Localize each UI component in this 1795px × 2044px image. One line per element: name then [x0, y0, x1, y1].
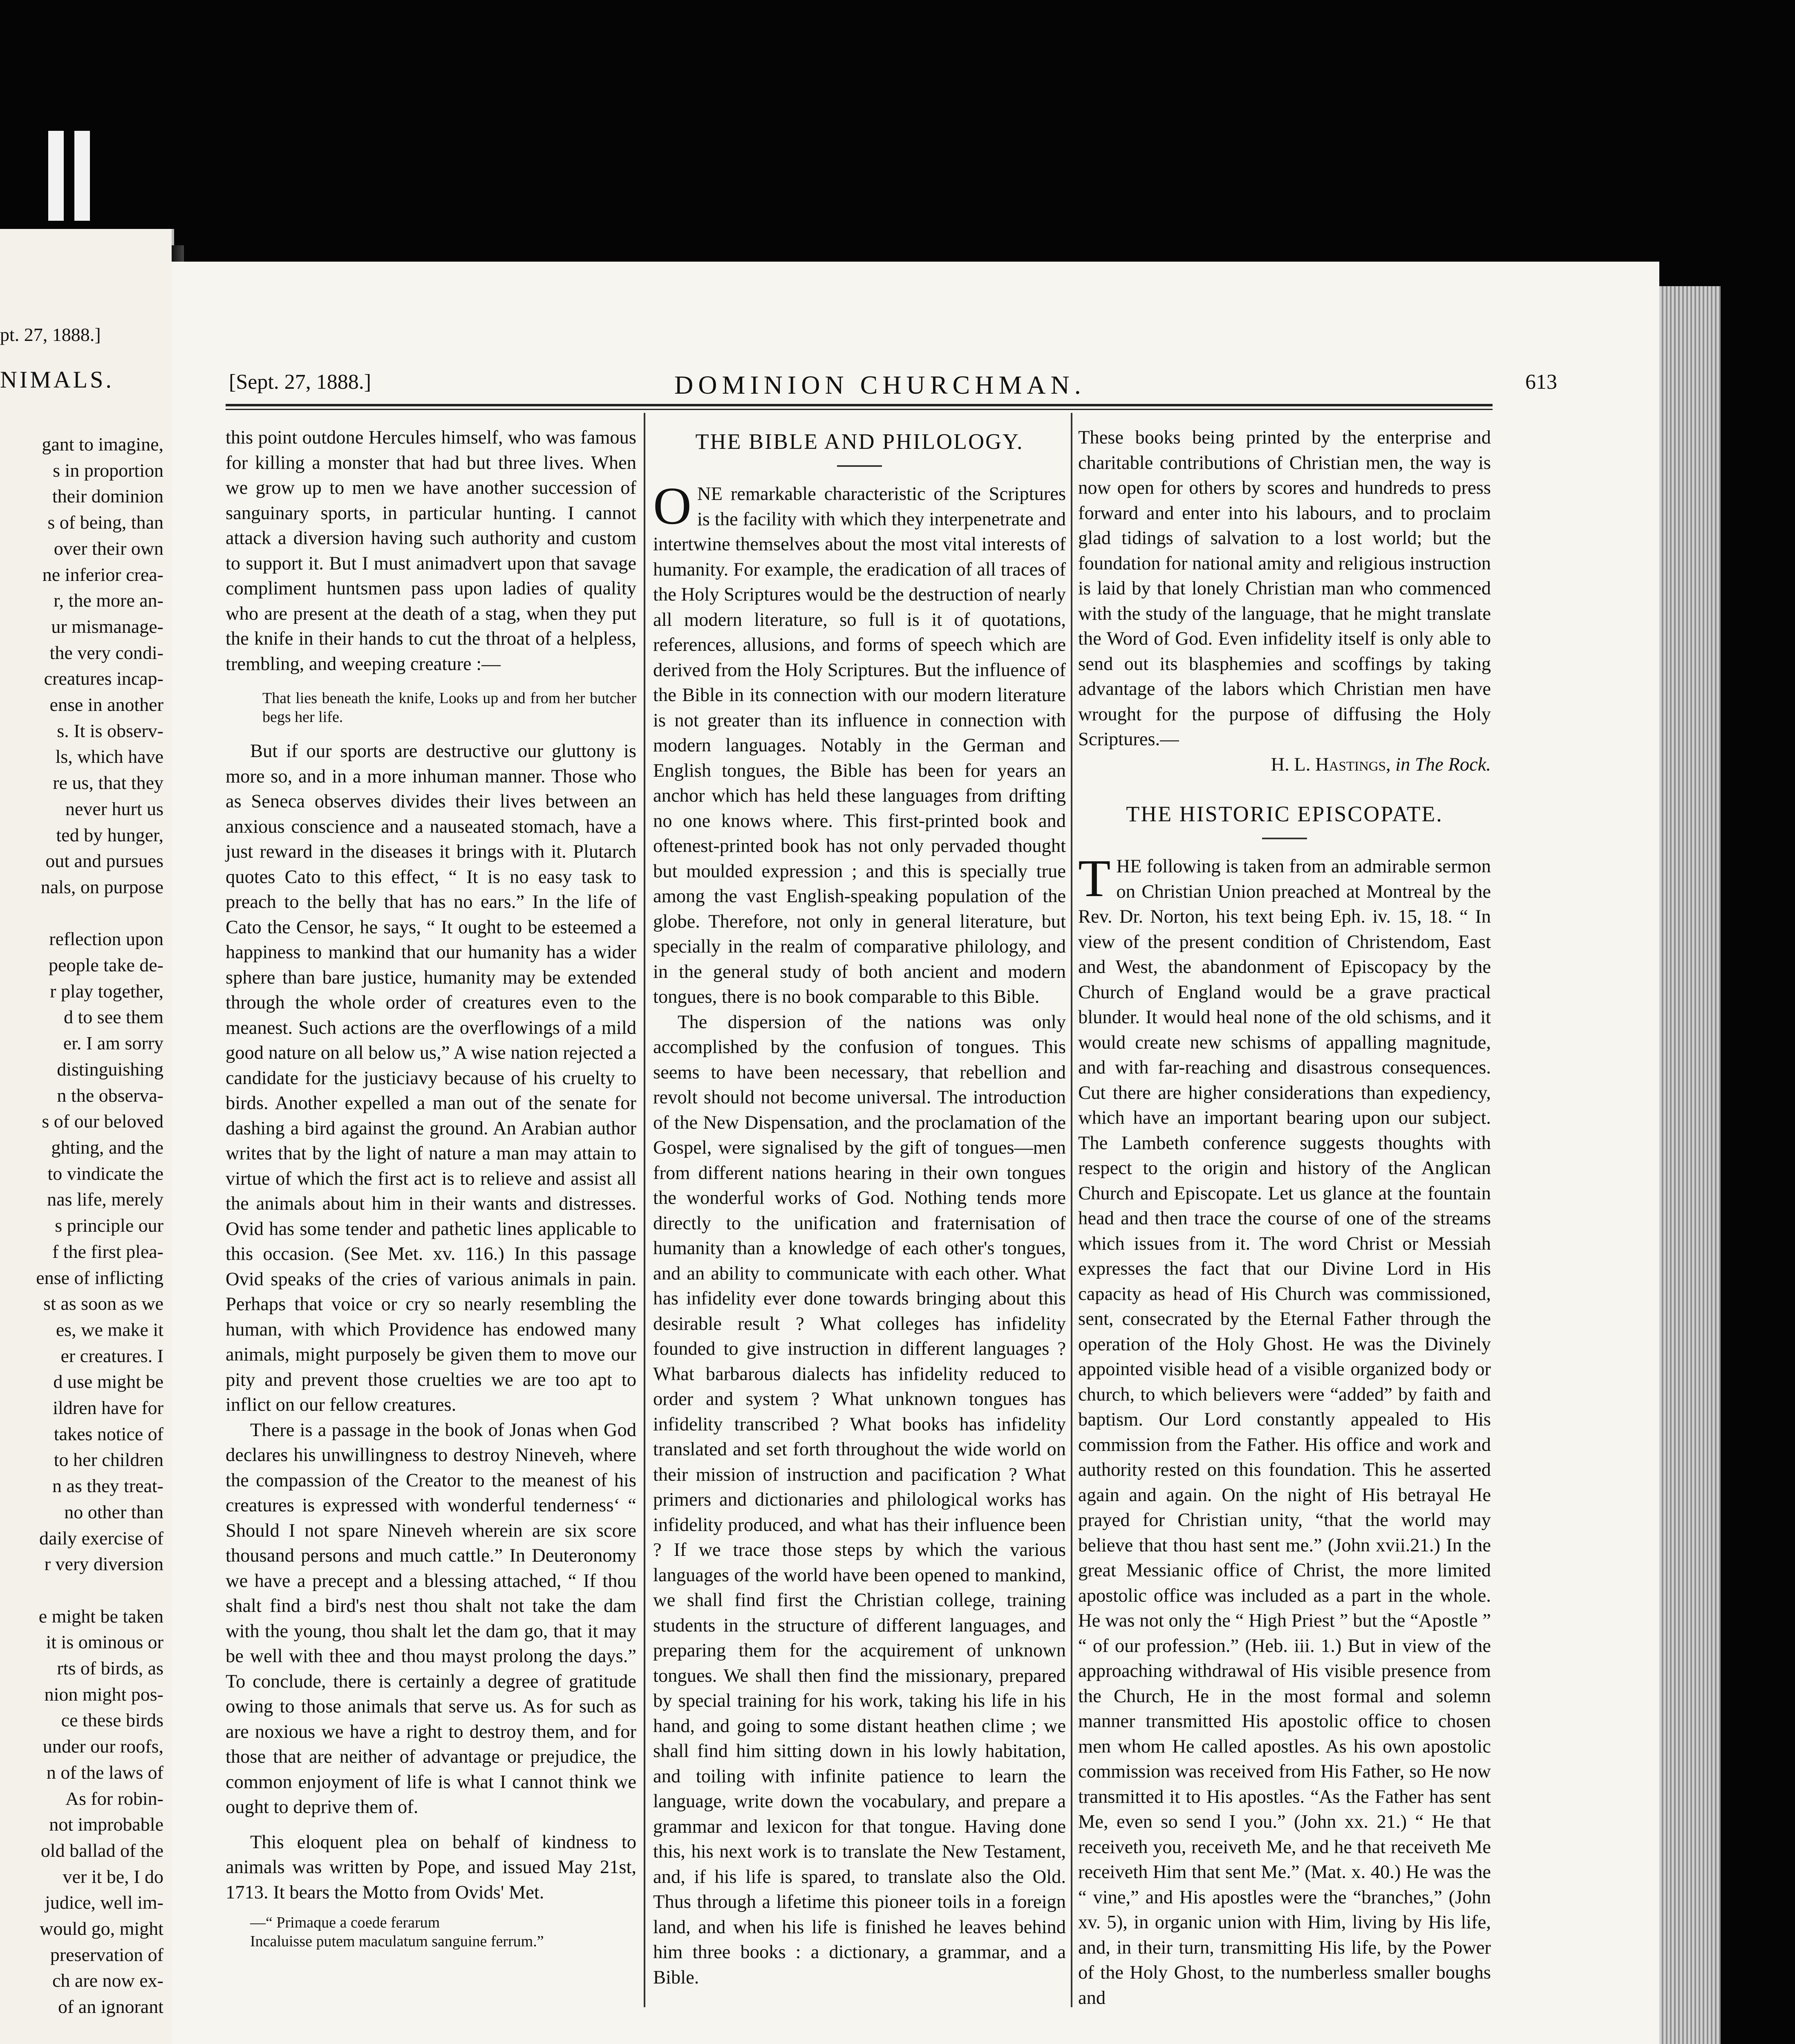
header-rule-bottom — [226, 409, 1493, 410]
left-page-line: r play together, — [50, 980, 163, 1002]
left-page-line: preservation of — [50, 1944, 163, 1965]
left-page-line: n of the laws of — [46, 1762, 163, 1783]
left-page-line: old ballad of the — [40, 1840, 163, 1861]
col1-paragraph-4: This eloquent plea on behalf of kindness to animals was written by Pope, and issued May 21st, 1713. It bears the Motto from Ovids' Met. — [226, 1831, 636, 1903]
col1-paragraph-1: this point outdone Hercules himself, who was famous for killing a monster that had but three lives. When we grow up to men we have another succession of sanguinary sports, in particular hunting. I cannot attack a diversion having such authority and custom to support it. But I must animadvert upon that savage compliment huntsmen pass upon ladies of quality who are present at the death of a stag, when they put the knife in their hands to cut the throat of a helpless, trembling, and weeping creature :— — [226, 427, 636, 675]
heading-short-rule — [837, 465, 882, 467]
col3-lead-word: HE — [1116, 856, 1142, 877]
left-page-text — [0, 431, 163, 2044]
col2-paragraph-2: The dispersion of the nations was only accomplished by the confusion of tongues. This seems to have been necessary, that rebellion and revolt should not become universal. The introduction of the New Dispensation, and the proclamation of the Gospel, were signalised by the gift of tongues—men from different nations hearing in their own tongues the wonderful works of God. Nothing tends more directly to the unification and fraternisation of humanity than a knowledge of each other's tongues, and an ability to communicate with each other. What has infidelity ever done towards bringing about this desirable result ? What colleges has infidelity founded to give instruction in different languages ? What barbarous dialects has infidelity reduced to order and system ? What unknown tongues has infidelity transcribed ? What books has infidelity translated and set forth throughout the wide world on their mission of instruction and pacification ? What primers and dictionaries and philological works has infidelity produced, and what has their influence been ? If we trace those steps by which the various languages of the world have been opened to mankind, we shall find first the Christian college, training students in the structure of different languages, and preparing them for the acquirement of unknown tongues. We shall then find the missionary, prepared by special training for his work, taking his life in his hand, and going to some distant heathen clime ; we shall find him sitting down in his lowly habitation, and toiling with infinite patience to learn the language, write down the vocabulary, and prepare a grammar and lexicon for that tongue. Having done this, his next work is to translate the New Testament, and, if his life is spared, to translate also the Old. Thus through a lifetime this pioneer toils in a foreign land, and when his life is finished he leaves behind him three books : a dictionary, a grammar, and a Bible. — [653, 1011, 1066, 1988]
drop-cap-2: T — [1078, 849, 1111, 908]
left-page-line: reflection upon — [49, 928, 163, 950]
film-mark-top-1 — [48, 131, 64, 221]
left-page-line: creatures incap- — [44, 668, 163, 689]
header-date: [Sept. 27, 1888.] — [229, 370, 372, 394]
left-page-line: f the first plea- — [52, 1241, 163, 1262]
left-page-line: judice, well im- — [45, 1892, 163, 1913]
left-page-line: nals, on purpose — [40, 876, 163, 897]
signature-author: H. L. Hastings, — [1271, 754, 1391, 775]
left-page-line: rts of birds, as — [57, 1658, 163, 1679]
left-page-line: daily exercise of — [39, 1527, 163, 1549]
left-page-line: it is ominous or — [46, 1632, 163, 1653]
left-page-line: es, we make it — [56, 1319, 163, 1340]
left-page-line: people take de- — [49, 955, 163, 976]
page-number: 613 — [1525, 370, 1557, 394]
left-page-line: over their own — [54, 538, 163, 559]
left-page-line: r very diversion — [44, 1553, 163, 1575]
left-page-line: not improbable — [49, 1814, 163, 1835]
left-page-line: ne inferior crea- — [42, 564, 163, 585]
left-page-line: ur mismanage- — [51, 616, 163, 637]
left-page-line: would go, might — [40, 1918, 163, 1939]
page-header — [229, 370, 1557, 407]
column-separator-1 — [644, 413, 645, 2007]
drop-cap: O — [653, 477, 692, 536]
left-page-line — [0, 900, 163, 926]
left-page-line: nas life, merely — [47, 1189, 163, 1210]
left-page-line: s principle our — [55, 1215, 163, 1236]
left-page-line: ver it be, I do — [63, 1866, 163, 1887]
page-edges — [1659, 286, 1721, 2044]
left-page-line: ce these birds — [61, 1710, 163, 1731]
left-page-line: out and pursues — [45, 850, 163, 872]
left-page-line: e might be taken — [38, 1605, 163, 1627]
article-heading-historic-episcopate: THE HISTORIC EPISCOPATE. — [1126, 802, 1443, 826]
col1-motto-line-1: —“ Primaque a coede ferarum — [250, 1914, 440, 1931]
left-facing-page — [0, 229, 174, 2044]
col1-motto-line-2: Incaluisse putem maculatum sanguine ferrum.” — [250, 1933, 544, 1950]
left-page-line: of an ignorant — [58, 1996, 163, 2017]
left-page-line: ense of inflicting — [36, 1267, 163, 1288]
left-page-line: n the observa- — [57, 1085, 163, 1106]
left-page-line: d to see them — [64, 1006, 163, 1028]
left-page-line: to her children — [54, 1449, 163, 1470]
left-page-line: under our roofs, — [43, 1736, 163, 1757]
left-page-line: their dominion — [52, 486, 163, 507]
left-page-line: ense in another — [49, 694, 163, 715]
left-page-line: no other than — [64, 1501, 163, 1522]
left-page-line: ch are now ex- — [52, 1970, 163, 1991]
left-page-section-head: NIMALS. — [0, 366, 114, 393]
left-page-line: er. I am sorry — [63, 1033, 163, 1054]
left-page-line: gant to imagine, — [42, 434, 163, 455]
journal-title: DOMINION CHURCHMAN. — [674, 370, 1086, 399]
col2-paragraph-1: remarkable characteristic of the Scriptures is the facility with which they interpenetrate and intertwine themselves about the most vital interests of humanity. For example, the eradication of all traces of the Holy Scriptures would be the destruction of nearly all modern literature, so full is it of quotations, references, allusions, and forms of speech which are derived from the Holy Scriptures. But the influence of the Bible in its connection with our modern literature is not greater than its influence in connection with modern languages. Notably in the German and English tongues, the Bible has been for years an anchor which has held these languages from drifting no one knows where. This first-printed book and oftenest-printed book has not only pervaded thought but moulded expression ; and this is specially true among the vast English-speaking population of the globe. Therefore, not only in general literature, but specially in the realm of comparative philology, and in the general study of both ancient and modern tongues, there is no book comparable to this Bible. — [653, 484, 1066, 1007]
left-page-line: d use might be — [53, 1371, 163, 1392]
left-page-line: ls, which have — [55, 746, 163, 767]
col3-paragraph-2: following is taken from an admirable sermon on Christian Union preached at Montreal by the Rev. Dr. Norton, his text being Eph. iv. 15, 18. “ In view of the present condition of Christendom, East and West, the abandonment of Episcopacy by the Church of England would be a grave practical blunder. It would heal none of the old schisms, and it would create new schisms of appalling magnitude, and with far-reaching and disastrous consequences. Cut there are higher considerations than expediency, which have an important bearing upon our subject. The Lambeth conference suggests thoughts with respect to the origin and history of the Anglican Church and Episcopate. Let us glance at the fountain head and then trace the course of one of the streams which issues from it. The word Christ or Messiah expresses the fact that our Divine Lord in His capacity as head of His Church was commissioned, sent, consecrated by the Eternal Father through the operation of the Holy Ghost. He was the Divinely appointed visible head of a visible organized body or church, to which believers were “added” by faith and baptism. Our Lord constantly appealed to His commission from the Father. His office and work and authority rested on this foundation. This he asserted again and again. On the night of His betrayal He prayed for Christian unity, “that the world may believe that thou hast sent me.” (John xvii.21.) In the great Messianic office of Christ, the more limited apostolic office was included as a part in the whole. He was not only the “ High Priest ” but the “Apostle ” “ of our profession.” (Heb. iii. 1.) But in view of the approaching withdrawal of His visible presence from the Church, He in the most formal and solemn manner transmitted His apostolic office to chosen men whom He called apostles. As his own apostolic commission was received from His Father, so He now transmitted it to His apostles. “As the Father has sent Me, even so send I you.” (John xx. 21.) “ He that receiveth you, receiveth Me, and he that receiveth Me receiveth Him that sent Me.” (Mat. x. 40.) He was the “ vine,” and His apostles were the “branches,” (John xv. 5), in organic union with Him, living by His life, and, in their turn, transmitting His life, by the Power of the Holy Ghost, to the numberless smaller boughs and — [1078, 856, 1491, 2008]
col2-lead-word: NE — [697, 484, 723, 504]
left-page-line: s of being, than — [47, 512, 163, 533]
left-page-line: ted by hunger, — [56, 824, 163, 845]
signature-source: in The Rock. — [1395, 754, 1491, 775]
left-page-line: ildren have for — [53, 1397, 163, 1419]
left-page-line: s in proportion — [53, 459, 163, 481]
heading-short-rule-2 — [1262, 838, 1307, 839]
left-page-line — [0, 2020, 163, 2044]
film-mark-top-2 — [74, 131, 90, 221]
left-page-line: s. It is observ- — [57, 720, 163, 741]
left-page-line: n as they treat- — [52, 1475, 163, 1497]
col1-paragraph-2: But if our sports are destructive our gluttony is more so, and in a more inhuman manner. Those who as Seneca observes divides their lives between an anxious conscience and a nauseated stomach, have a just reward in the diseases it brings with it. Plutarch quotes Cato to this effect, “ It is no easy task to preach to the belly that has no ears.” In the life of Cato the Censor, he says, “ It ought to be esteemed a happiness to mankind that our humanity has a wider sphere than bare justice, humanity may be extended through the whole order of creatures even to the meanest. Such actions are the overflowings of a mild good nature on all below us,” A wise nation rejected a candidate for the justiciavy because of his cruelty to birds. Another expelled a man out of the senate for dashing a bird against the ground. An Arabian author writes that by the light of nature a man may attain to virtue of which the first act is to relieve and assist all the animals about him in their wants and distresses. Ovid has some tender and pathetic lines applicable to this occasion. (See Met. xv. 116.) In this passage Ovid speaks of the cries of various animals in pain. Perhaps that voice or cry so nearly resembling the human, with which Providence has endowed many animals, might purposely be given them to move our pity and prevent those cruelties we are too apt to inflict on our fellow creatures. — [226, 741, 636, 1415]
column-2 — [653, 425, 1066, 1990]
col3-paragraph-1: These books being printed by the enterprise and charitable contributions of Christian men, the way is now open for others by scores and hundreds to press forward and enter into his labours, and to proclaim glad tidings of salvation to a lost world; but the foundation for national amity and religious instruction is laid by that lonely Christian man who commenced with the study of the language, that he might translate the Word of God. Even infidelity itself is only able to send out its blasphemies and scoffings by taking advantage of the labors which Christian men have wrought for the purpose of diffusing the Holy Scriptures.— — [1078, 427, 1491, 750]
left-page-line: takes notice of — [54, 1423, 163, 1444]
column-3 — [1078, 425, 1491, 2010]
left-page-line: nion might pos- — [44, 1683, 163, 1705]
left-page-line: As for robin- — [65, 1788, 163, 1809]
left-page-line: ghting, and the — [51, 1136, 163, 1158]
left-page-line: re us, that they — [53, 772, 163, 793]
left-page-running-head: pt. 27, 1888.] — [0, 324, 101, 345]
left-page-line: to vindicate the — [47, 1163, 163, 1184]
left-page-line: st as soon as we — [43, 1293, 163, 1314]
left-page-line: er creatures. I — [60, 1345, 163, 1366]
left-page-line: distinguishing — [57, 1058, 163, 1080]
left-page-line: s of our beloved — [42, 1111, 163, 1132]
article-heading-bible-philology: THE BIBLE AND PHILOLOGY. — [695, 429, 1024, 454]
left-page-line: the very condi- — [49, 642, 163, 663]
column-1 — [226, 425, 636, 1951]
header-rule-top — [226, 404, 1493, 406]
col1-verse-quote: That lies beneath the knife, Looks up and from her butcher begs her life. — [262, 690, 636, 726]
left-page-line — [0, 1577, 163, 1603]
col1-paragraph-3: There is a passage in the book of Jonas when God declares his unwillingness to destroy Nineveh, where the compassion of the Creator to the meanest of his creatures is expressed with wonderful tenderness‘ “ Should I not spare Nineveh wherein are six score thousand persons and much cattle.” In Deuteronomy we have a precept and a blessing attached, “ If thou shalt find a bird's nest thou shalt not take the dam with the young, thou shalt let the dam go, that it may be well with thee and thou mayst prolong the days.” To conclude, there is certainly a degree of gratitude owing to those animals that serve us. As for such as are noxious we have a right to destroy them, and for those that are neither of advantage or prejudice, the common enjoyment of life is what I cannot think we ought to deprive them of. — [226, 1419, 636, 1818]
column-separator-2 — [1071, 413, 1072, 2007]
left-page-line: never hurt us — [65, 798, 163, 819]
left-page-line: r, the more an- — [54, 590, 163, 611]
